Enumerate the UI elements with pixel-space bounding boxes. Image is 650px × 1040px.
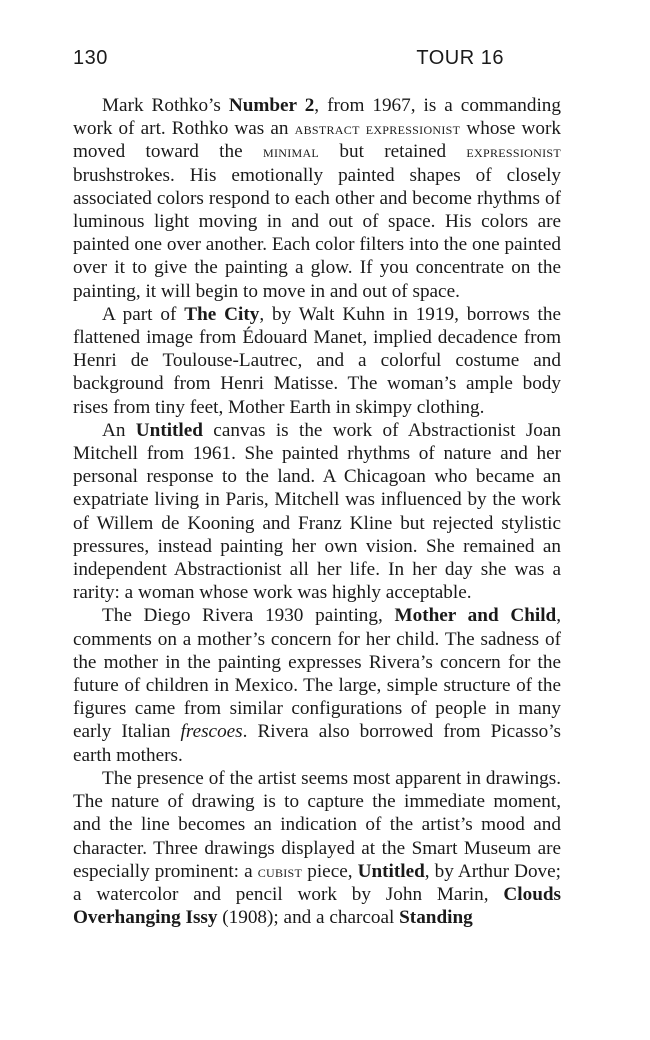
- paragraph-rothko: [73, 94, 561, 303]
- text-run: A part of: [102, 303, 185, 325]
- text-run: Mark Rothko’s: [102, 95, 229, 116]
- artwork-title-standing: Standing: [399, 907, 473, 929]
- term-minimal: minimal: [262, 141, 320, 162]
- text-run: whose work moved toward the: [73, 118, 561, 163]
- paragraph-kuhn: [73, 303, 561, 419]
- body-text: [73, 94, 561, 929]
- text-run: piece,: [302, 860, 358, 882]
- artwork-title-number-2: Number 2: [228, 95, 315, 116]
- text-run: , comments on a mother’s concern for her child. The sadness of the mother in the painting expresses Rivera’s concern for the future of children in Mexico. The large, simple structure of the figures came from similar configurations of people in many early Italian: [73, 605, 561, 743]
- paragraph-drawings: [73, 767, 561, 929]
- text-run: canvas is the work of Abstractionist Joan Mitchell from 1961. She painted rhythms of nature and her personal response to the land. A Chicagoan who became an expatriate living in Paris, Mitchell was influenced by the work of Willem de Kooning and Franz Kline but rejected stylistic pressures, instead painting her own vision. She remained an independent Abstractionist all her life. In her day she was a rarity: a woman whose work was highly acceptable.: [73, 419, 561, 604]
- term-abstract-expressionist: abstract expressionist: [294, 118, 461, 139]
- artwork-title-mother-and-child: Mother and Child: [394, 605, 557, 627]
- artwork-title-the-city: The City: [184, 303, 260, 325]
- text-run: The presence of the artist seems most apparent in drawings. The nature of drawing is to capture the immediate moment, and the line becomes an indication of the artist’s mood and character. Three drawings displayed at the Smart Museum are especially prominent: a: [73, 767, 561, 882]
- artwork-title-untitled-dove: Untitled: [357, 860, 425, 882]
- artwork-title-clouds-overhanging-issy: Clouds Overhanging Issy: [73, 883, 561, 929]
- page-number: 130: [73, 47, 108, 69]
- text-run: (1908); and a charcoal: [217, 907, 400, 929]
- artwork-title-untitled-mitchell: Untitled: [135, 419, 203, 441]
- running-head: TOUR 16: [416, 47, 504, 69]
- text-run: , by Walt Kuhn in 1919, borrows the flattened image from Édouard Manet, implied decadence from Henri de Toulouse-Lautrec, and a colorful costume and background from Henri Matisse. The woman’s ample body rises from tiny feet, Mother Earth in skimpy clothing.: [73, 303, 561, 418]
- page-header: [73, 47, 561, 75]
- term-frescoes: frescoes: [180, 721, 243, 743]
- text-run: but retained: [319, 141, 467, 163]
- paragraph-rivera: [73, 604, 561, 766]
- term-expressionist: expressionist: [466, 141, 561, 162]
- text-run: , by Arthur Dove; a watercolor and pencil work by John Marin,: [73, 860, 561, 905]
- text-run: The Diego Rivera 1930 painting,: [102, 605, 395, 627]
- text-run: , from 1967, is a commanding work of art. Rothko was an: [73, 95, 561, 140]
- paragraph-mitchell: [73, 419, 561, 605]
- text-run: An: [102, 419, 136, 441]
- text-run: . Rivera also borrowed from Picasso’s earth mothers.: [73, 721, 561, 766]
- term-cubist: cubist: [257, 860, 303, 881]
- text-run: brushstrokes. His emotionally painted shapes of closely associated colors respond to each other and become rhythms of luminous light moving in and out of space. His colors are painted one over another. Each color filters into the one painted over it to give the painting a glow. If you concentrate on the painting, it will begin to move in and out of space.: [73, 164, 561, 302]
